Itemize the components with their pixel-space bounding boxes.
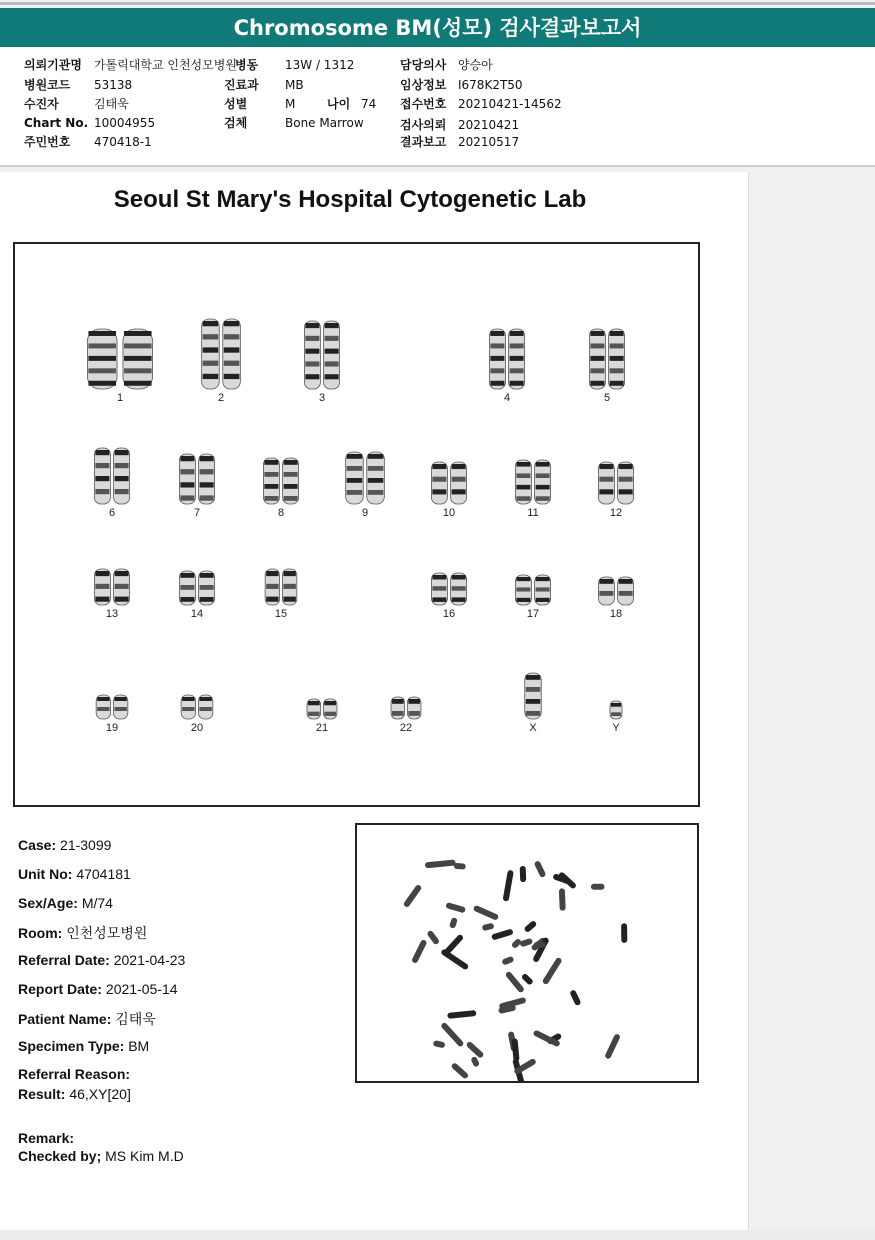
chromosome-18 [596,576,636,606]
metaphase-chromosome [542,957,563,986]
metaphase-chromosome [621,923,627,943]
metaphase-chromosome [403,884,423,908]
karyogram [13,242,700,807]
chromosome-label-18: 18 [609,608,623,620]
metaphase-chromosome [569,989,581,1006]
report-title: Chromosome BM(성모) 검사결과보고서 [233,16,642,40]
detail-referral-date: Referral Date: 2021-04-23 [18,952,186,968]
chromosome-1 [83,328,157,390]
chromosome-label-4: 4 [503,392,511,404]
chromosome-6 [92,447,132,505]
chromosome-label-7: 7 [193,507,201,519]
detail-sex-age: Sex/Age: M/74 [18,895,113,911]
chromosome-label-19: 19 [105,722,119,734]
info-ward: 병동 13W / 1312 [235,58,355,72]
chromosome-label-6: 6 [108,507,116,519]
metaphase-chromosome [604,1033,621,1059]
metaphase-chromosome [519,938,533,948]
metaphase-chromosome [445,902,466,913]
chromosome-label-14: 14 [190,608,204,620]
metaphase-chromosome [559,888,566,911]
metaphase-chromosome [534,942,546,948]
metaphase-chromosome [521,973,534,986]
detail-unit-no: Unit No: 4704181 [18,866,131,882]
detail-room: Room: 인천성모병원 [18,925,148,941]
chromosome-label-2: 2 [217,392,225,404]
detail-checked-by: Checked by; MS Kim M.D [18,1148,184,1164]
chromosome-11 [513,459,553,505]
metaphase-chromosome [534,860,547,878]
detail-patient-name: Patient Name: 김태욱 [18,1011,156,1027]
chromosome-label-11: 11 [527,507,539,519]
chromosome-10 [429,461,469,505]
metaphase-chromosome [449,917,458,929]
info-resident-no: 주민번호 470418-1 [24,135,152,149]
info-patient: 수진자 김태욱 [24,97,129,111]
info-clinical: 임상정보 I678K2T50 [400,78,523,92]
detail-referral-reason: Referral Reason: [18,1066,131,1082]
chromosome-8 [261,457,301,505]
info-receipt-no: 접수번호 20210421-14562 [400,97,562,111]
metaphase-chromosome [473,905,500,921]
chromosome-label-13: 13 [105,608,119,620]
metaphase-chromosome [501,956,514,966]
chromosome-4 [487,328,527,390]
chromosome-label-17: 17 [526,608,540,620]
chromosome-label-3: 3 [318,392,326,404]
info-test-request: 검사의뢰 20210421 [400,118,520,132]
chromosome-21 [305,698,339,720]
top-border [0,2,875,5]
detail-result: Result: 46,XY[20] [18,1086,131,1102]
metaphase-chromosome [411,939,427,964]
detail-remark: Remark: [18,1130,75,1146]
bottom-strip [0,1230,875,1240]
chromosome-X [522,672,544,720]
metaphase-chromosome [503,870,514,902]
detail-specimen-type: Specimen Type: BM [18,1038,150,1054]
lab-title: Seoul St Mary's Hospital Cytogenetic Lab [113,186,587,213]
chromosome-label-15: 15 [274,608,288,620]
chromosome-19 [94,694,130,720]
chromosome-label-X: X [529,722,537,734]
info-specimen: 검체 Bone Marrow [224,116,364,130]
info-age: 나이 74 [327,97,377,111]
metaphase-chromosome [511,1038,519,1061]
chromosome-label-1: 1 [116,392,124,404]
metaphase-chromosome [433,1040,446,1048]
chromosome-16 [429,572,469,606]
chromosome-3 [302,320,342,390]
metaphase-chromosome [454,863,466,870]
detail-report-date: Report Date: 2021-05-14 [18,981,178,997]
chromosome-13 [92,568,132,606]
info-result-report: 결과보고 20210517 [400,135,520,149]
metaphase-spread [357,825,697,1081]
chromosome-15 [263,568,299,606]
chromosome-label-12: 12 [609,507,623,519]
chromosome-5 [587,328,627,390]
metaphase-chromosome [491,928,514,940]
chromosome-label-21: 21 [315,722,329,734]
metaphase-chromosome [426,930,440,946]
metaphase-chromosome [447,1010,476,1019]
metaphase-chromosome [591,884,605,890]
chromosome-7 [177,453,217,505]
chromosome-Y [608,700,624,720]
info-chart-no: Chart No. 10004955 [24,116,156,130]
chromosome-label-20: 20 [190,722,204,734]
info-department: 진료과 MB [224,78,304,92]
metaphase-chromosome [443,934,464,957]
report-title-bar [0,8,875,47]
metaphase-chromosome [482,923,495,932]
chromosome-20 [179,694,215,720]
chromosome-2 [199,318,243,390]
metaphase-chromosome [520,866,527,882]
chromosome-9 [343,451,387,505]
chromosome-22 [389,696,423,720]
info-requesting-institution: 의뢰기관명 가톨릭대학교 인천성모병원 [24,58,237,72]
info-doctor: 담당의사 양승아 [400,58,493,72]
info-hospital-code: 병원코드 53138 [24,78,133,92]
chromosome-label-8: 8 [277,507,285,519]
metaphase-chromosome [505,971,525,994]
chromosome-label-5: 5 [603,392,611,404]
metaphase-chromosome [425,860,456,869]
chromosome-14 [177,570,217,606]
chromosome-label-9: 9 [361,507,369,519]
metaphase-chromosome [450,1062,469,1080]
info-sex: 성별 M [224,97,296,111]
chromosome-12 [596,461,636,505]
detail-case: Case: 21-3099 [18,837,112,853]
chromosome-label-16: 16 [442,608,456,620]
metaphase-chromosome [465,1041,484,1059]
chromosome-label-22: 22 [399,722,413,734]
patient-info-panel [0,47,875,167]
chromosome-17 [513,574,553,606]
metaphase-image [355,823,699,1083]
chromosome-label-10: 10 [442,507,456,519]
cytogenetic-report [0,172,749,1230]
chromosome-label-Y: Y [612,722,620,734]
metaphase-chromosome [470,1056,480,1068]
metaphase-chromosome [523,920,537,933]
